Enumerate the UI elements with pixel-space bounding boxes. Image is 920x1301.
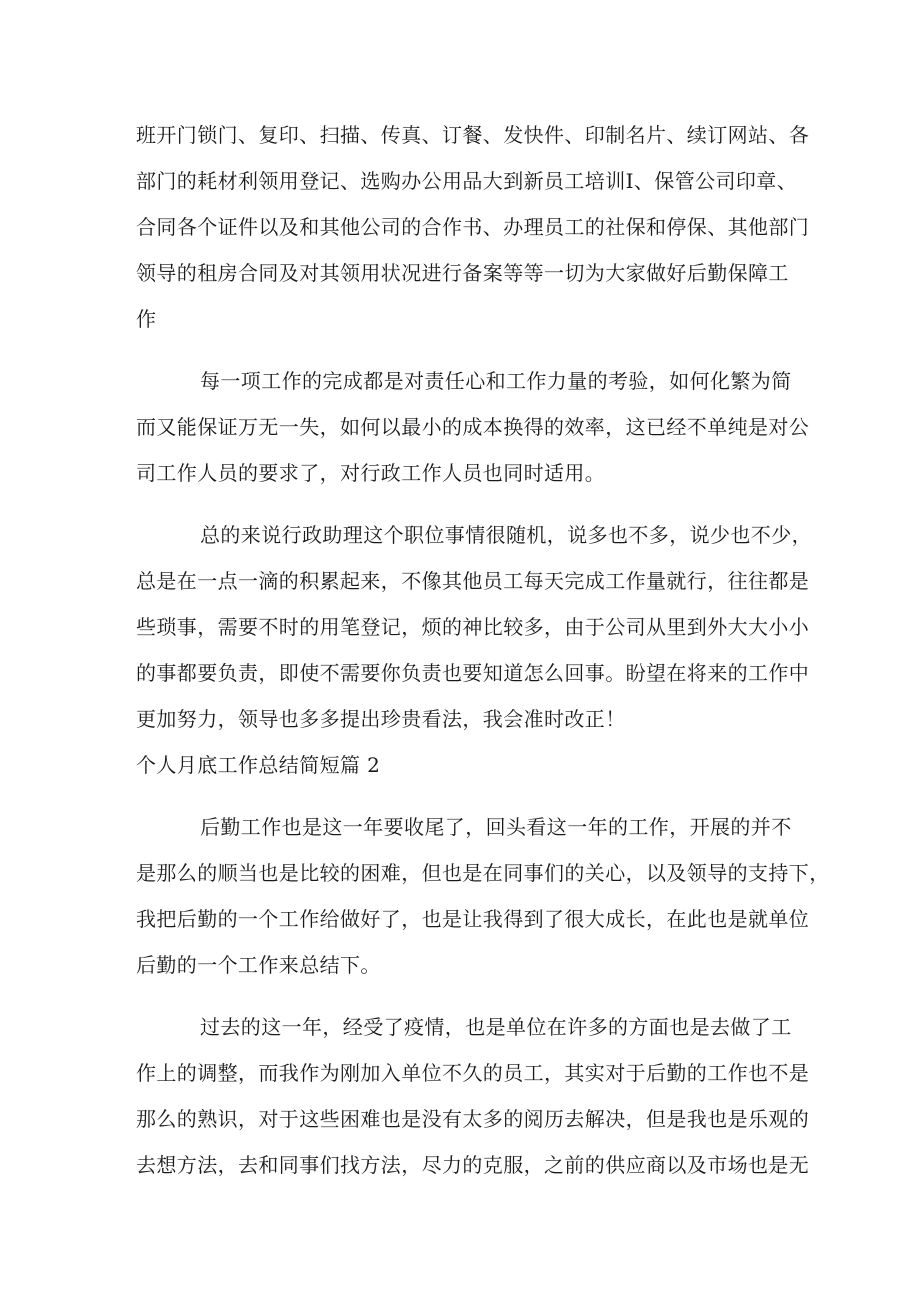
text-line: 些琐事，需要不时的用笔登记，烦的神比较多，由于公司从里到外大大小小 — [136, 615, 810, 639]
paragraph-gap — [136, 496, 800, 512]
paragraph-3 — [136, 512, 812, 742]
text-line: 司工作人员的要求了，对行政工作人员也同时适用。 — [136, 461, 606, 485]
document-body — [136, 112, 830, 1188]
text-line: 后勤工作也是这一年要收尾了，回头看这一年的工作，开展的并不 — [200, 815, 792, 839]
section-heading: 个人月底工作总结简短篇 2 — [136, 753, 381, 777]
paragraph-gap — [136, 988, 800, 1004]
text-line: 总的来说行政助理这个职位事情很随机，说多也不多，说少也不少， — [200, 523, 812, 547]
text-line: 部门的耗材利领用登记、选购办公用品大到新员工培训Ⅰ、保管公司印章、 — [136, 169, 798, 193]
text-line: 而又能保证万无一失，如何以最小的成本换得的效率，这已经不单纯是对公 — [136, 415, 810, 439]
text-line: 总是在一点一滴的积累起来，不像其他员工每天完成工作量就行，往往都是 — [136, 569, 810, 593]
text-line: 合同各个证件以及和其他公司的合作书、办理员工的社保和停保、其他部门 — [136, 215, 810, 239]
text-line: 我把后勤的一个工作给做好了，也是让我得到了很大成长，在此也是就单位 — [136, 907, 810, 931]
paragraph-2 — [136, 358, 810, 496]
text-line: 去想方法，去和同事们找方法，尽力的克服，之前的供应商以及市场也是无 — [136, 1153, 810, 1177]
text-line: 更加努力，领导也多多提出珍贵看法，我会准时改正！ — [136, 707, 626, 731]
text-line: 作上的调整，而我作为刚加入单位不久的员工，其实对于后勤的工作也不是 — [136, 1061, 810, 1085]
paragraph-gap — [136, 342, 800, 358]
text-line: 那么的熟识，对于这些困难也是没有太多的阅历去解决，但是我也是乐观的 — [136, 1107, 810, 1131]
text-line: 班开门锁门、复印、扫描、传真、订餐、发快件、印制名片、续订网站、各 — [136, 123, 810, 147]
text-line: 过去的这一年，经受了疫情，也是单位在许多的方面也是去做了工 — [200, 1015, 792, 1039]
paragraph-gap — [136, 788, 800, 804]
paragraph-1 — [136, 112, 810, 342]
text-line: 领导的租房合同及对其领用状况进行备案等等一切为大家做好后勤保障工 — [136, 261, 789, 285]
text-line: 的事都要负责，即使不需要你负责也要知道怎么回事。盼望在将来的工作中 — [136, 661, 810, 685]
text-line: 作 — [136, 307, 157, 331]
paragraph-5 — [136, 1004, 810, 1188]
text-line: 每一项工作的完成都是对责任心和工作力量的考验，如何化繁为简 — [200, 369, 792, 393]
text-line: 是那么的顺当也是比较的困难，但也是在同事们的关心，以及领导的支持下， — [136, 861, 830, 885]
text-line: 后勤的一个工作来总结下。 — [136, 953, 381, 977]
paragraph-4 — [136, 804, 830, 988]
